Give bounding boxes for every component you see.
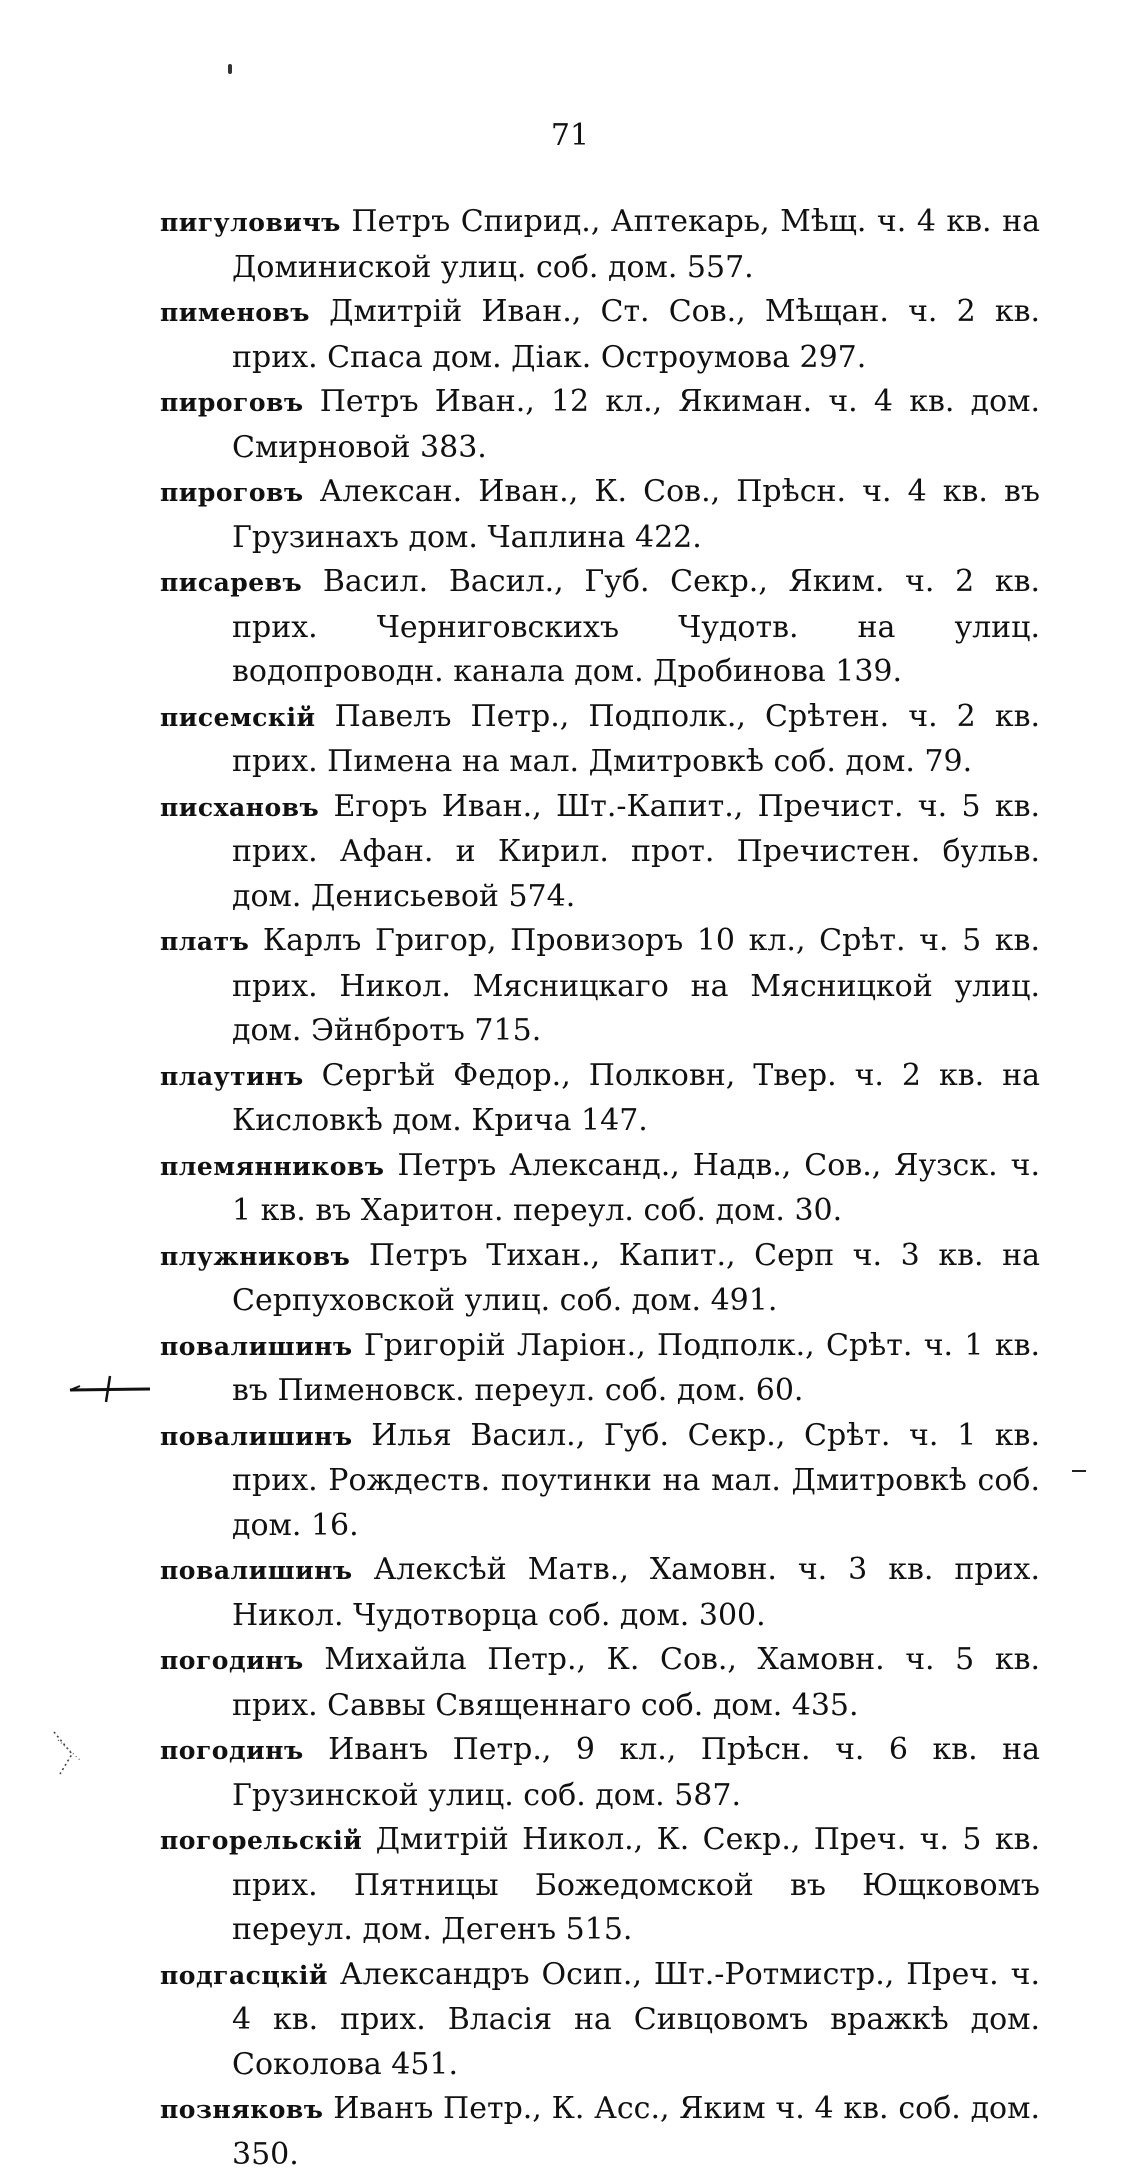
directory-entry	[160, 1728, 1040, 1818]
entry-text: Михайла Петр., К. Сов., Хамовн. ч. 5 кв. прих. Саввы Священнаго соб. дом. 435.	[232, 1642, 1040, 1723]
entry-surname: погодинъ	[160, 1736, 304, 1765]
entry-text: Сергѣй Федор., Полковн, Твер. ч. 2 кв. на Кисловкѣ дом. Крича 147.	[232, 1057, 1040, 1138]
ink-dot-mark	[228, 64, 232, 74]
margin-dash-mark	[1072, 1470, 1086, 1472]
handwritten-margin-mark	[66, 1374, 152, 1404]
entry-text: Егоръ Иван., Шт.-Капит., Пречист. ч. 5 кв. прих. Афан. и Кирил. прот. Пречистен. бульв. дом. Денисьевой 574.	[232, 788, 1040, 914]
entry-surname: повалишинъ	[160, 1331, 353, 1361]
entry-surname: писаревъ	[160, 568, 303, 597]
entry-text: Васил. Васил., Губ. Секр., Яким. ч. 2 кв. прих. Черниговскихъ Чудотв. на улиц. водопроводн. канала дом. Дробинова 139.	[232, 564, 1040, 689]
entry-surname: повалишинъ	[160, 1421, 353, 1451]
entry-surname: подгасцкій	[160, 1960, 328, 1990]
directory-entry	[160, 470, 1040, 560]
directory-entry	[160, 560, 1040, 695]
directory-entry	[160, 1548, 1040, 1638]
entry-surname: писемскій	[160, 702, 316, 732]
entry-text: Петръ Александ., Надв., Сов., Яузск. ч. 1 кв. въ Харитон. переул. соб. дом. 30.	[232, 1147, 1040, 1228]
directory-entry	[160, 1144, 1040, 1234]
entry-text: Карлъ Григор, Провизоръ 10 кл., Срѣт. ч. 5 кв. прих. Никол. Мясницкаго на Мясницкой улиц. дом. Эйнбротъ 715.	[232, 923, 1040, 1048]
entry-text: Илья Васил., Губ. Секр., Срѣт. ч. 1 кв. прих. Рождеств. поутинки на мал. Дмитровкѣ соб. дом. 16.	[232, 1417, 1040, 1543]
entry-surname: повалишинъ	[160, 1556, 353, 1585]
entry-text: Алексѣй Матв., Хамовн. ч. 3 кв. прих. Никол. Чудотворца соб. дом. 300.	[232, 1552, 1040, 1633]
directory-entry	[160, 200, 1040, 290]
directory-entry	[160, 695, 1040, 785]
directory-entry	[160, 2087, 1040, 2177]
entry-text: Алексан. Иван., К. Сов., Прѣсн. ч. 4 кв. въ Грузинахъ дом. Чаплина 422.	[232, 474, 1040, 555]
entry-text: Дмитрій Никол., К. Секр., Преч. ч. 5 кв. прих. Пятницы Божедомской въ Ющковомъ переул. дом. Дегенъ 515.	[232, 1822, 1040, 1947]
directory-entry	[160, 1638, 1040, 1728]
entry-surname: пименовъ	[160, 298, 310, 327]
entry-text: Иванъ Петр., 9 кл., Прѣсн. ч. 6 кв. на Грузинской улиц. соб. дом. 587.	[232, 1732, 1040, 1813]
entry-text: Петръ Тихан., Капит., Серп ч. 3 кв. на Серпуховской улиц. соб. дом. 491.	[232, 1237, 1040, 1318]
entry-text: Дмитрій Иван., Ст. Сов., Мѣщан. ч. 2 кв. прих. Спаса дом. Діак. Остроумова 297.	[232, 294, 1040, 375]
directory-entry	[160, 1234, 1040, 1324]
entry-text: Александръ Осип., Шт.-Ротмистр., Преч. ч. 4 кв. прих. Власія на Сивцовомъ вражкѣ дом. Соколова 451.	[232, 1956, 1040, 2082]
entry-surname: пироговъ	[160, 388, 304, 417]
directory-entry	[160, 380, 1040, 470]
directory-entry	[160, 290, 1040, 380]
directory-entries	[160, 200, 1040, 2177]
page-number: 71	[550, 118, 590, 153]
directory-entry	[160, 1953, 1040, 2088]
entry-surname: погорельскій	[160, 1826, 363, 1855]
entry-text: Петръ Иван., 12 кл., Якиман. ч. 4 кв. дом. Смирновой 383.	[232, 384, 1040, 465]
entry-surname: писхановъ	[160, 792, 320, 822]
entry-surname: погодинъ	[160, 1646, 304, 1675]
entry-surname: племянниковъ	[160, 1151, 385, 1181]
entry-text: Петръ Спирид., Аптекарь, Мѣщ. ч. 4 кв. на Доминиской улиц. соб. дом. 557.	[232, 204, 1040, 285]
entry-text: Павелъ Петр., Подполк., Срѣтен. ч. 2 кв. прих. Пимена на мал. Дмитровкѣ соб. дом. 79.	[232, 698, 1040, 779]
entry-surname: пироговъ	[160, 478, 304, 507]
directory-entry	[160, 1818, 1040, 1953]
entry-surname: платъ	[160, 927, 250, 956]
entry-surname: позняковъ	[160, 2095, 324, 2124]
entry-text: Григорій Ларіон., Подполк., Срѣт. ч. 1 кв. въ Пименовск. переул. соб. дом. 60.	[232, 1327, 1040, 1408]
directory-entry	[160, 1324, 1040, 1414]
directory-entry	[160, 785, 1040, 920]
directory-entry	[160, 1054, 1040, 1144]
directory-entry	[160, 919, 1040, 1054]
entry-surname: плужниковъ	[160, 1241, 351, 1271]
entry-text: Иванъ Петр., К. Асс., Яким ч. 4 кв. соб. дом. 350.	[232, 2091, 1040, 2172]
directory-entry	[160, 1414, 1040, 1549]
pencil-scribble-mark	[52, 1730, 88, 1778]
entry-surname: плаутинъ	[160, 1061, 304, 1091]
entry-surname: пигуловичъ	[160, 208, 341, 237]
